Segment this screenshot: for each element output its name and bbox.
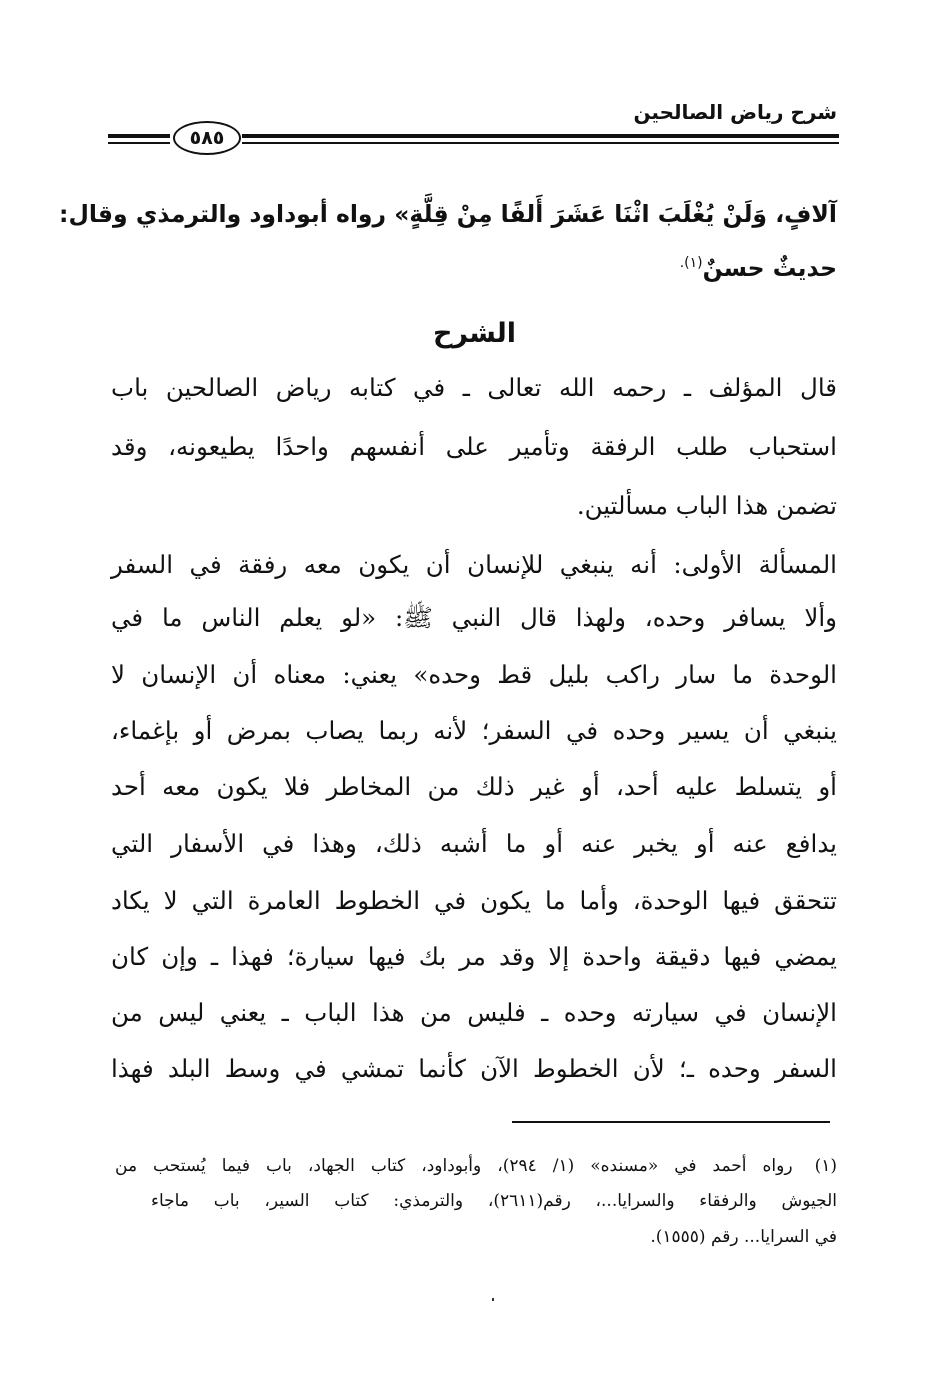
body-line-4: المسألة الأولى: أنه ينبغي للإنسان أن يكون معه رفقة في السفر xyxy=(111,550,837,579)
body-line-8: أو يتسلط عليه أحد، أو غير ذلك من المخاطر فلا يكون معه أحد xyxy=(111,772,837,801)
body-line-3: تضمن هذا الباب مسألتين. xyxy=(576,491,837,520)
body-line-7: ينبغي أن يسير وحده في السفر؛ لأنه ربما يصاب بمرض أو بإغماء، xyxy=(111,716,837,745)
footnote-number: (١) xyxy=(814,1156,837,1176)
body-line-5: وألا يسافر وحده، ولهذا قال النبي ﷺ: «لو يعلم الناس ما في xyxy=(111,603,837,632)
header-rule-right-thin xyxy=(242,142,839,144)
header-rule-left-thin xyxy=(108,142,170,144)
header-rule-left-thick xyxy=(108,134,170,138)
footnote-line-3: في السرايا... رقم (١٥٥٥). xyxy=(650,1227,837,1247)
footnote-text-1: رواه أحمد في «مسنده» (١/ ٢٩٤)، وأبوداود، كتاب الجهاد، باب فيما يُستحب من xyxy=(115,1156,793,1176)
body-line-6: الوحدة ما سار راكب بليل قط وحده» يعني: معناه أن الإنسان لا xyxy=(111,660,837,689)
running-header-title: شرح رياض الصالحين xyxy=(633,100,837,124)
header-rule-right-thick xyxy=(242,134,839,138)
hadith-line-1: آلافٍ، وَلَنْ يُغْلَبَ اثْنَا عَشَرَ أَلفًا مِنْ قِلَّةٍ» رواه أبوداود والترمذي وقال: xyxy=(59,200,837,228)
section-heading: الشرح xyxy=(432,318,517,349)
footnote-line-2: الجيوش والرفقاء والسرايا...، رقم(٢٦١١)، والترمذي: كتاب السير، باب ماجاء xyxy=(151,1191,837,1211)
hadith-grade: حديثٌ حسنٌ xyxy=(702,254,837,282)
footnote-line-1 xyxy=(115,1156,837,1176)
hadith-line-2 xyxy=(111,254,837,282)
body-line-9: يدافع عنه أو يخبر عنه أو ما أشبه ذلك، وهذا في الأسفار التي xyxy=(111,829,837,858)
body-line-12: الإنسان في سيارته وحده ـ فليس من هذا الباب ـ يعني ليس من xyxy=(111,998,837,1027)
body-line-13: السفر وحده ـ؛ لأن الخطوط الآن كأنما تمشي في وسط البلد فهذا xyxy=(111,1054,837,1083)
body-line-11: يمضي فيها دقيقة واحدة إلا وقد مر بك فيها سيارة؛ فهذا ـ وإن كان xyxy=(111,942,837,971)
page-number: ٥٨٥ xyxy=(173,121,241,155)
body-line-10: تتحقق فيها الوحدة، وأما ما يكون في الخطوط العامرة التي لا يكاد xyxy=(111,886,837,915)
footnote-separator xyxy=(512,1121,830,1123)
footnote-ref: (١). xyxy=(679,255,703,272)
print-mark xyxy=(492,1298,494,1301)
body-line-2: استحباب طلب الرفقة وتأمير على أنفسهم واحدًا يطيعونه، وقد xyxy=(111,432,837,461)
body-line-1: قال المؤلف ـ رحمه الله تعالى ـ في كتابه رياض الصالحين باب xyxy=(111,373,837,402)
